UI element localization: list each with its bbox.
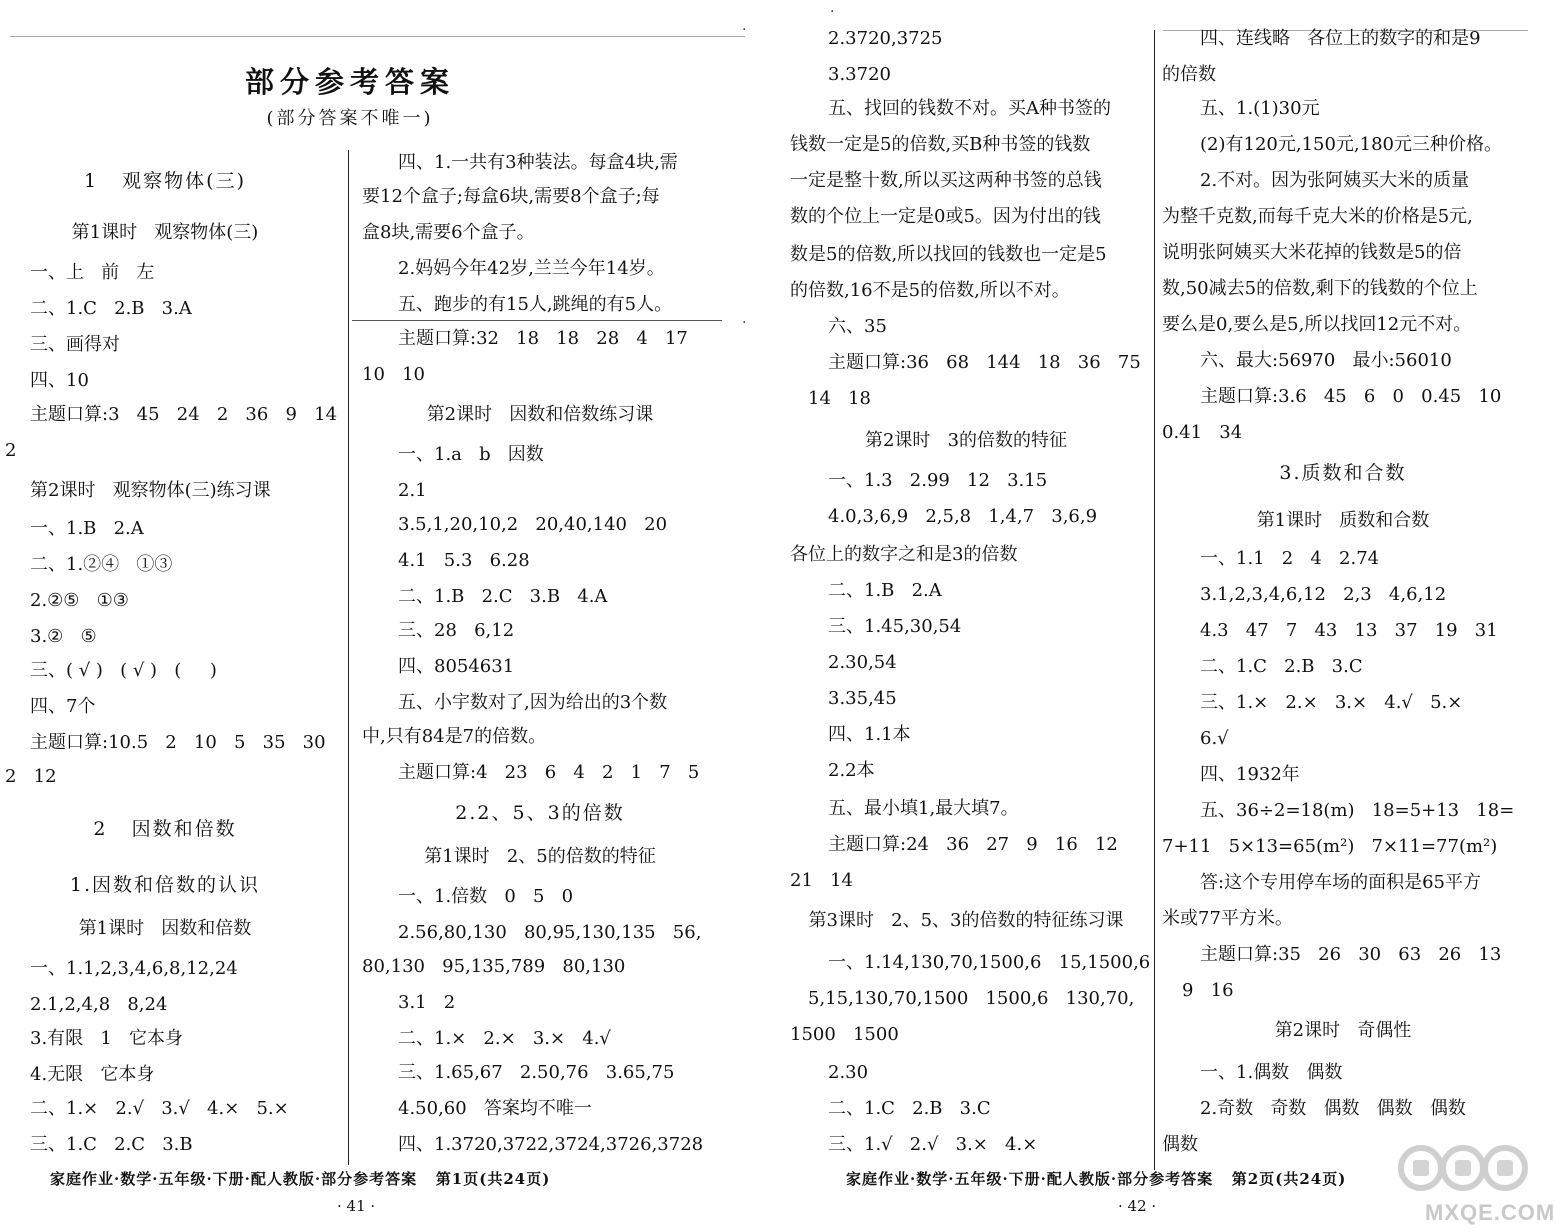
answer-line: 一、1.a b 因数 <box>398 444 544 465</box>
answer-line: 三、28 6,12 <box>398 620 515 641</box>
answer-line: 五、找回的钱数不对。买A种书签的 <box>828 98 1111 119</box>
subsection-heading: 1.因数和倍数的认识 <box>69 874 261 896</box>
answer-line: 一、1.1 2 4 2.74 <box>1200 548 1380 569</box>
answer-line: 四、1.3720,3722,3724,3726,3728 <box>398 1134 704 1155</box>
answer-line: 2.56,80,130 80,95,130,135 56, <box>398 922 702 943</box>
footer-text: 家庭作业·数学·五年级·下册·配人教版·部分参考答案 第1页(共24页) <box>50 1170 551 1188</box>
lesson-heading: 第2课时 奇偶性 <box>1274 1020 1412 1041</box>
subsection-heading: 3.质数和合数 <box>1279 462 1407 484</box>
answer-line: 偶数 <box>1162 1134 1198 1155</box>
answer-line: 三、( √ ) ( √ ) ( ) <box>30 660 217 681</box>
lesson-heading: 第2课时 3的倍数的特征 <box>864 430 1068 451</box>
box-rule <box>352 320 722 321</box>
answer-line: 四、7个 <box>30 696 96 717</box>
subsection-heading: 2.2、5、3的倍数 <box>455 802 625 824</box>
answer-line: 三、1.× 2.× 3.× 4.√ 5.× <box>1200 692 1463 713</box>
section-heading: 2 因数和倍数 <box>93 818 237 840</box>
margin-mark: · <box>830 4 835 20</box>
answer-line: 0.41 34 <box>1162 422 1243 443</box>
lesson-heading: 第1课时 观察物体(三) <box>71 222 259 243</box>
watermark-text: MXQE.COM <box>1425 1200 1555 1225</box>
lesson-heading: 第1课时 2、5的倍数的特征 <box>424 846 656 867</box>
column-divider <box>348 150 349 1165</box>
lesson-heading: 第3课时 2、5、3的倍数的特征练习课 <box>808 910 1124 931</box>
section-heading: 1 观察物体(三) <box>83 170 247 192</box>
answer-line: 的倍数 <box>1162 64 1216 85</box>
answer-line: 四、10 <box>30 370 89 391</box>
answer-line: 一、1.3 2.99 12 3.15 <box>828 470 1048 491</box>
answer-line: 2.1 <box>398 480 427 501</box>
answer-line: 二、1.C 2.B 3.A <box>30 298 192 319</box>
answer-line: 2.妈妈今年42岁,兰兰今年14岁。 <box>398 258 665 279</box>
answer-line: (2)有120元,150元,180元三种价格。 <box>1200 134 1503 155</box>
answer-line: 10 10 <box>362 364 425 385</box>
mental-math-line: 主题口算:3 45 24 2 36 9 14 <box>30 404 338 425</box>
answer-line: 2.②⑤ ①③ <box>30 590 129 611</box>
column-divider <box>1154 30 1155 1170</box>
answer-line: 一定是整十数,所以买这两种书签的总钱 <box>790 170 1102 191</box>
answer-line: 4.0,3,6,9 2,5,8 1,4,7 3,6,9 <box>828 506 1098 527</box>
answer-line: 三、画得对 <box>30 334 120 355</box>
answer-line: 要12个盒子;每盒6块,需要8个盒子;每 <box>362 186 660 207</box>
left-page <box>0 0 768 1232</box>
answer-line: 一、1.1,2,3,4,6,8,12,24 <box>30 958 238 979</box>
answer-line: 盒8块,需要6个盒子。 <box>362 222 535 243</box>
answer-line: 数是5的倍数,所以找回的钱数也一定是5 <box>790 244 1107 265</box>
answer-line: 的倍数,16不是5的倍数,所以不对。 <box>790 280 1070 301</box>
answer-line: 2 12 <box>5 766 57 787</box>
answer-line: 五、最小填1,最大填7。 <box>828 798 1019 819</box>
answer-line: 7+11 5×13=65(m²) 7×11=77(m²) <box>1162 836 1498 857</box>
answer-line: 三、1.√ 2.√ 3.× 4.× <box>828 1134 1038 1155</box>
answer-line: 四、1.1本 <box>828 724 911 745</box>
answer-line: 米或77平方米。 <box>1162 908 1293 929</box>
answer-line: 二、1.C 2.B 3.C <box>1200 656 1363 677</box>
answer-line: 80,130 95,135,789 80,130 <box>362 956 626 977</box>
answer-line: 各位上的数字之和是3的倍数 <box>790 544 1018 565</box>
answer-line: 数,50减去5的倍数,剩下的钱数的个位上 <box>1162 278 1478 299</box>
answer-line: 2.奇数 奇数 偶数 偶数 偶数 <box>1200 1098 1466 1119</box>
answer-line: 二、1.× 2.√ 3.√ 4.× 5.× <box>30 1098 289 1119</box>
answer-line: 3.3720 <box>828 64 891 85</box>
answer-line: 2 <box>5 440 17 461</box>
answer-line: 一、上 前 左 <box>30 262 155 283</box>
answer-line: 五、跑步的有15人,跳绳的有5人。 <box>398 294 673 315</box>
answer-line: 3.② ⑤ <box>30 626 97 647</box>
answer-line: 二、1.②④ ①③ <box>30 554 173 575</box>
answer-line: 五、1.(1)30元 <box>1200 98 1320 119</box>
answer-line: 4.1 5.3 6.28 <box>398 550 530 571</box>
answer-line: 3.有限 1 它本身 <box>30 1028 183 1049</box>
answer-line: 一、1.倍数 0 5 0 <box>398 886 574 907</box>
mental-math-line: 主题口算:4 23 6 4 2 1 7 5 <box>398 762 700 783</box>
answer-line: 二、1.× 2.× 3.× 4.√ <box>398 1028 611 1049</box>
answer-line: 3.35,45 <box>828 688 897 709</box>
answer-line: 4.50,60 答案均不唯一 <box>398 1098 592 1119</box>
answer-line: 六、35 <box>828 316 887 337</box>
answer-line: 说明张阿姨买大米花掉的钱数是5的倍 <box>1162 242 1462 263</box>
answer-line: 六、最大:56970 最小:56010 <box>1200 350 1452 371</box>
answer-line: 3.5,1,20,10,2 20,40,140 20 <box>398 514 668 535</box>
answer-line: 2.3720,3725 <box>828 28 943 49</box>
answer-line: 一、1.14,130,70,1500,6 15,1500,6 <box>828 952 1151 973</box>
answer-line: 二、1.C 2.B 3.C <box>828 1098 991 1119</box>
footer-text: 家庭作业·数学·五年级·下册·配人教版·部分参考答案 第2页(共24页) <box>846 1170 1347 1188</box>
answer-line: 2.2本 <box>828 760 875 781</box>
answer-line: 答:这个专用停车场的面积是65平方 <box>1200 872 1481 893</box>
answer-line: 3.1 2 <box>398 992 456 1013</box>
mental-math-line: 主题口算:35 26 30 63 26 13 <box>1200 944 1502 965</box>
answer-line: 二、1.B 2.C 3.B 4.A <box>398 586 608 607</box>
lesson-heading: 第1课时 质数和合数 <box>1256 510 1430 531</box>
answer-line: 要么是0,要么是5,所以找回12元不对。 <box>1162 314 1472 335</box>
answer-line: 2.30,54 <box>828 652 897 673</box>
answer-line: 3.1,2,3,4,6,12 2,3 4,6,12 <box>1200 584 1447 605</box>
answer-line: 2.不对。因为张阿姨买大米的质量 <box>1200 170 1470 191</box>
page-number: · 41 · <box>337 1197 376 1215</box>
answer-line: 一、1.偶数 偶数 <box>1200 1062 1343 1083</box>
lesson-heading: 第1课时 因数和倍数 <box>78 918 252 939</box>
answer-line: 9 16 <box>1182 980 1234 1001</box>
mental-math-line: 主题口算:24 36 27 9 16 12 <box>828 834 1118 855</box>
answer-line: 为整千克数,而每千克大米的价格是5元, <box>1162 206 1473 227</box>
answer-line: 一、1.B 2.A <box>30 518 144 539</box>
answer-line: 四、8054631 <box>398 656 515 677</box>
mental-math-line: 主题口算:32 18 18 28 4 17 <box>398 328 688 349</box>
right-page <box>768 0 1536 1232</box>
answer-line: 四、连线略 各位上的数字的和是9 <box>1200 28 1481 49</box>
answer-line: 4.无限 它本身 <box>30 1064 155 1085</box>
answer-line: 三、1.45,30,54 <box>828 616 962 637</box>
answer-line: 三、1.C 2.C 3.B <box>30 1134 193 1155</box>
answer-line: 五、36÷2=18(m) 18=5+13 18= <box>1200 800 1515 821</box>
lesson-heading: 第2课时 因数和倍数练习课 <box>426 404 654 425</box>
lesson-heading: 第2课时 观察物体(三)练习课 <box>30 480 271 501</box>
answer-line: 三、1.65,67 2.50,76 3.65,75 <box>398 1062 675 1083</box>
answer-line: 数的个位上一定是0或5。因为付出的钱 <box>790 206 1101 227</box>
top-rule <box>10 36 745 37</box>
answer-line: 6.√ <box>1200 728 1229 749</box>
answer-line: 4.3 47 7 43 13 37 19 31 <box>1200 620 1498 641</box>
answer-line: 21 14 <box>790 870 853 891</box>
answer-line: 5,15,130,70,1500 1500,6 130,70, <box>808 988 1135 1009</box>
answer-line: 2.30 <box>828 1062 869 1083</box>
page-number: · 42 · <box>1118 1197 1157 1215</box>
answer-line: 14 18 <box>808 388 871 409</box>
answer-line: 四、1.一共有3种装法。每盒4块,需 <box>398 152 678 173</box>
page-title: 部分参考答案 <box>244 65 456 99</box>
answer-line: 二、1.B 2.A <box>828 580 942 601</box>
answer-line: 2.1,2,4,8 8,24 <box>30 994 168 1015</box>
margin-mark: · <box>742 22 747 38</box>
page-subtitle: (部分答案不唯一) <box>266 108 434 129</box>
mental-math-line: 主题口算:10.5 2 10 5 35 30 <box>30 732 326 753</box>
margin-mark: · <box>742 315 747 331</box>
answer-line: 1500 1500 <box>790 1024 899 1045</box>
mental-math-line: 主题口算:3.6 45 6 0 0.45 10 <box>1200 386 1502 407</box>
mental-math-line: 主题口算:36 68 144 18 36 75 <box>828 352 1141 373</box>
answer-line: 钱数一定是5的倍数,买B种书签的钱数 <box>790 134 1091 155</box>
answer-line: 中,只有84是7的倍数。 <box>362 726 547 747</box>
answer-line: 四、1932年 <box>1200 764 1300 785</box>
answer-line: 五、小宇数对了,因为给出的3个数 <box>398 692 668 713</box>
